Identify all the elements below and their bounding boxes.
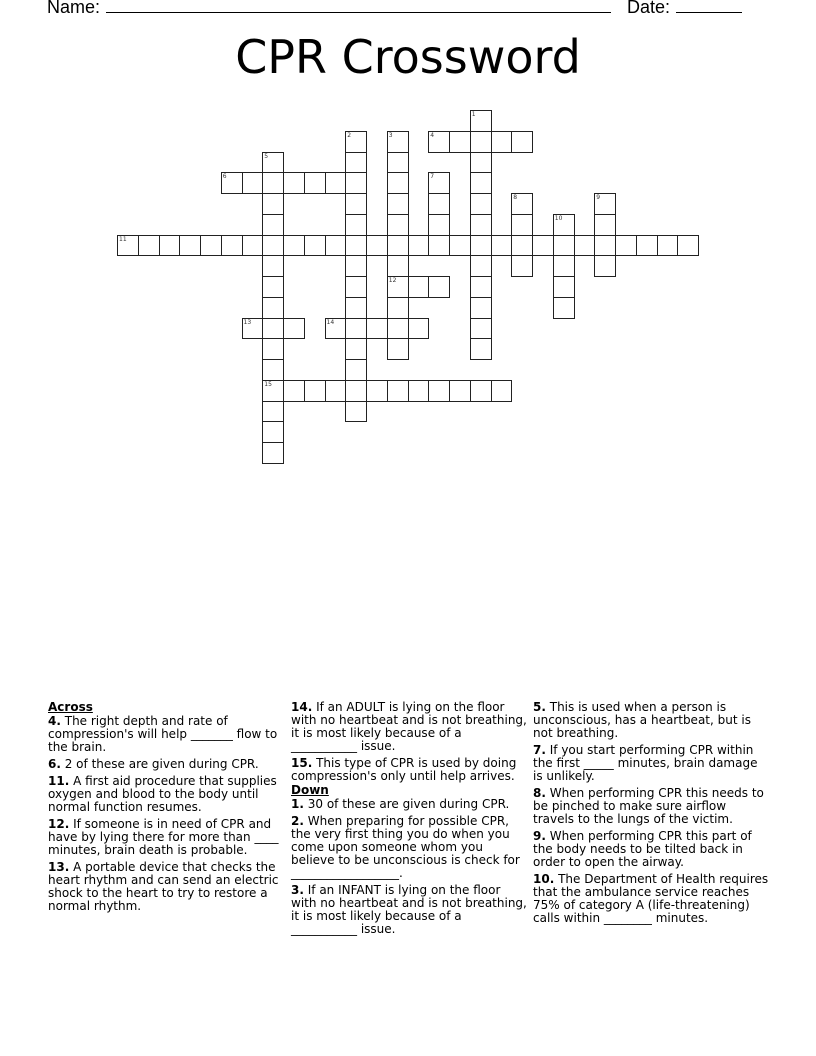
clue-number: 7 [430, 173, 435, 181]
grid-cell[interactable] [657, 235, 679, 257]
grid-cell[interactable] [470, 131, 492, 153]
grid-cell[interactable] [345, 255, 367, 277]
grid-cell[interactable] [345, 193, 367, 215]
grid-cell[interactable] [387, 214, 409, 236]
grid-cell[interactable] [387, 255, 409, 277]
grid-cell[interactable] [117, 235, 139, 257]
grid-cell[interactable] [387, 276, 409, 298]
clues-column-3 [533, 701, 769, 929]
grid-cell[interactable] [470, 338, 492, 360]
clue-number: 1 [471, 111, 476, 118]
grid-cell[interactable] [262, 172, 284, 194]
grid-cell[interactable] [408, 318, 430, 340]
grid-cell[interactable] [325, 172, 347, 194]
grid-cell[interactable] [470, 193, 492, 215]
grid-cell[interactable] [553, 214, 575, 236]
clue-number: 14 [326, 318, 335, 326]
grid-cell[interactable] [553, 235, 575, 257]
grid-cell[interactable] [345, 214, 367, 236]
grid-cell[interactable] [428, 380, 450, 402]
grid-cell[interactable] [387, 131, 409, 153]
clue-down-1: 1. 30 of these are given during CPR. [291, 797, 510, 811]
clue-across-4: 4. The right depth and rate of compression's will help _______ flow to the brain. [48, 714, 278, 754]
date-field[interactable] [627, 0, 742, 18]
name-field[interactable] [47, 0, 611, 18]
grid-cell[interactable] [449, 235, 471, 257]
grid-cell[interactable] [428, 214, 450, 236]
clue-number: 8 [513, 194, 518, 201]
grid-cell[interactable] [511, 193, 533, 215]
grid-cell[interactable] [366, 318, 388, 340]
grid-cell[interactable] [511, 131, 533, 153]
grid-cell[interactable] [138, 235, 160, 257]
grid-cell[interactable] [470, 110, 492, 132]
grid-cell[interactable] [387, 235, 409, 257]
grid-cell[interactable] [449, 380, 471, 402]
grid-cell[interactable] [574, 235, 596, 257]
grid-cell[interactable] [470, 380, 492, 402]
grid-cell[interactable] [532, 235, 554, 257]
clue-down-2: 2. When preparing for possible CPR, the very first thing you do when you come upon someone whom you believe to be unconscious is check for __________________. [291, 814, 520, 880]
grid-cell[interactable] [304, 235, 326, 257]
grid-cell[interactable] [636, 235, 658, 257]
clue-across-6: 6. 2 of these are given during CPR. [48, 757, 259, 771]
grid-cell[interactable] [262, 421, 284, 443]
grid-cell[interactable] [262, 359, 284, 381]
grid-cell[interactable] [366, 380, 388, 402]
grid-cell[interactable] [553, 297, 575, 319]
grid-cell[interactable] [345, 152, 367, 174]
grid-cell[interactable] [594, 193, 616, 215]
grid-cell[interactable] [470, 318, 492, 340]
clue-across-13: 13. A portable device that checks the heart rhythm and can send an electric shock to the heart to try to restore a normal rhythm. [48, 860, 279, 913]
grid-cell[interactable] [470, 172, 492, 194]
grid-cell[interactable] [262, 214, 284, 236]
grid-cell[interactable] [283, 235, 305, 257]
grid-cell[interactable] [408, 380, 430, 402]
across-heading: Across [48, 700, 93, 714]
grid-cell[interactable] [262, 297, 284, 319]
grid-cell[interactable] [283, 172, 305, 194]
grid-cell[interactable] [304, 380, 326, 402]
clue-across-14: 14. If an ADULT is lying on the floor with no heartbeat and is not breathing, it is most likely because of a ___________ issue. [291, 700, 527, 753]
grid-cell[interactable] [594, 255, 616, 277]
clue-number: 12 [388, 277, 397, 284]
grid-cell[interactable] [159, 235, 181, 257]
grid-cell[interactable] [345, 401, 367, 423]
grid-cell[interactable] [345, 338, 367, 360]
grid-cell[interactable] [283, 318, 305, 340]
clue-down-7: 7. If you start performing CPR within the first _____ minutes, brain damage is unlikely. [533, 743, 758, 783]
grid-cell[interactable] [470, 235, 492, 257]
grid-cell[interactable] [262, 235, 284, 257]
clue-number: 6 [222, 173, 227, 181]
clue-number: 4 [430, 131, 435, 139]
grid-cell[interactable] [470, 255, 492, 277]
clues-column-1 [48, 701, 284, 917]
grid-cell[interactable] [200, 235, 222, 257]
grid-cell[interactable] [677, 235, 699, 257]
grid-cell[interactable] [221, 172, 243, 194]
grid-cell[interactable] [470, 214, 492, 236]
grid-cell[interactable] [387, 380, 409, 402]
grid-cell[interactable] [615, 235, 637, 257]
grid-cell[interactable] [470, 276, 492, 298]
grid-cell[interactable] [345, 359, 367, 381]
grid-cell[interactable] [345, 235, 367, 257]
clues-column-2 [291, 701, 527, 940]
grid-cell[interactable] [470, 152, 492, 174]
grid-cell[interactable] [345, 172, 367, 194]
clue-number: 15 [264, 380, 272, 388]
page-title: CPR Crossword [235, 30, 581, 84]
name-blank-line[interactable] [106, 0, 611, 13]
grid-cell[interactable] [345, 380, 367, 402]
grid-cell[interactable] [304, 172, 326, 194]
grid-cell[interactable] [262, 338, 284, 360]
grid-cell[interactable] [262, 318, 284, 340]
name-label: Name: [47, 0, 101, 17]
grid-cell[interactable] [553, 255, 575, 277]
grid-cell[interactable] [511, 255, 533, 277]
grid-cell[interactable] [491, 131, 513, 153]
grid-cell[interactable] [387, 172, 409, 194]
grid-cell[interactable] [325, 318, 347, 340]
grid-cell[interactable] [491, 380, 513, 402]
clue-number: 5 [264, 152, 269, 160]
clue-number: 10 [554, 214, 563, 222]
grid-cell[interactable] [262, 193, 284, 215]
grid-cell[interactable] [428, 276, 450, 298]
grid-cell[interactable] [449, 131, 471, 153]
grid-cell[interactable] [242, 235, 264, 257]
grid-cell[interactable] [511, 214, 533, 236]
grid-cell[interactable] [345, 276, 367, 298]
grid-cell[interactable] [262, 152, 284, 174]
grid-cell[interactable] [345, 318, 367, 340]
grid-cell[interactable] [387, 318, 409, 340]
grid-cell[interactable] [408, 276, 430, 298]
grid-cell[interactable] [262, 276, 284, 298]
grid-cell[interactable] [345, 297, 367, 319]
date-label: Date: [627, 0, 671, 17]
grid-cell[interactable] [470, 297, 492, 319]
grid-cell[interactable] [553, 276, 575, 298]
clue-number: 13 [243, 318, 252, 326]
grid-cell[interactable] [387, 152, 409, 174]
grid-cell[interactable] [366, 235, 388, 257]
grid-cell[interactable] [408, 235, 430, 257]
grid-cell[interactable] [325, 380, 347, 402]
grid-cell[interactable] [345, 131, 367, 153]
grid-cell[interactable] [511, 235, 533, 257]
clue-down-5: 5. This is used when a person is unconscious, has a heartbeat, but is not breathing. [533, 700, 751, 740]
grid-cell[interactable] [221, 235, 243, 257]
grid-cell[interactable] [262, 255, 284, 277]
grid-cell[interactable] [325, 235, 347, 257]
grid-cell[interactable] [428, 131, 450, 153]
clue-across-11: 11. A first aid procedure that supplies oxygen and blood to the body until normal function resumes. [48, 774, 277, 814]
grid-cell[interactable] [387, 297, 409, 319]
clue-number: 9 [596, 194, 601, 201]
grid-cell[interactable] [491, 235, 513, 257]
grid-cell[interactable] [242, 172, 264, 194]
clue-number: 2 [347, 131, 352, 139]
grid-cell[interactable] [428, 172, 450, 194]
clue-down-8: 8. When performing CPR this needs to be pinched to make sure airflow travels to the lungs of the victim. [533, 786, 764, 826]
grid-cell[interactable] [262, 380, 284, 402]
clue-number: 11 [119, 235, 127, 243]
crossword-grid [117, 110, 717, 490]
clue-down-9: 9. When performing CPR this part of the body needs to be tilted back in order to open the airway. [533, 829, 752, 869]
grid-cell[interactable] [262, 401, 284, 423]
grid-cell[interactable] [262, 442, 284, 464]
grid-cell[interactable] [594, 235, 616, 257]
date-blank-line[interactable] [676, 0, 742, 13]
clue-down-10: 10. The Department of Health requires that the ambulance service reaches 75% of category A (life-threatening) calls within ________ minutes. [533, 872, 769, 925]
clue-number: 3 [388, 131, 393, 139]
grid-cell[interactable] [283, 380, 305, 402]
grid-cell[interactable] [387, 193, 409, 215]
grid-cell[interactable] [387, 338, 409, 360]
clue-down-3: 3. If an INFANT is lying on the floor with no heartbeat and is not breathing, it is most likely because of a ___________ issue. [291, 883, 527, 936]
grid-cell[interactable] [594, 214, 616, 236]
grid-cell[interactable] [428, 235, 450, 257]
clue-across-12: 12. If someone is in need of CPR and have by lying there for more than ____ minutes, brain death is probable. [48, 817, 279, 857]
clue-across-15: 15. This type of CPR is used by doing compression's only until help arrives. [291, 756, 517, 783]
grid-cell[interactable] [242, 318, 264, 340]
down-heading: Down [291, 783, 329, 797]
grid-cell[interactable] [179, 235, 201, 257]
grid-cell[interactable] [428, 193, 450, 215]
